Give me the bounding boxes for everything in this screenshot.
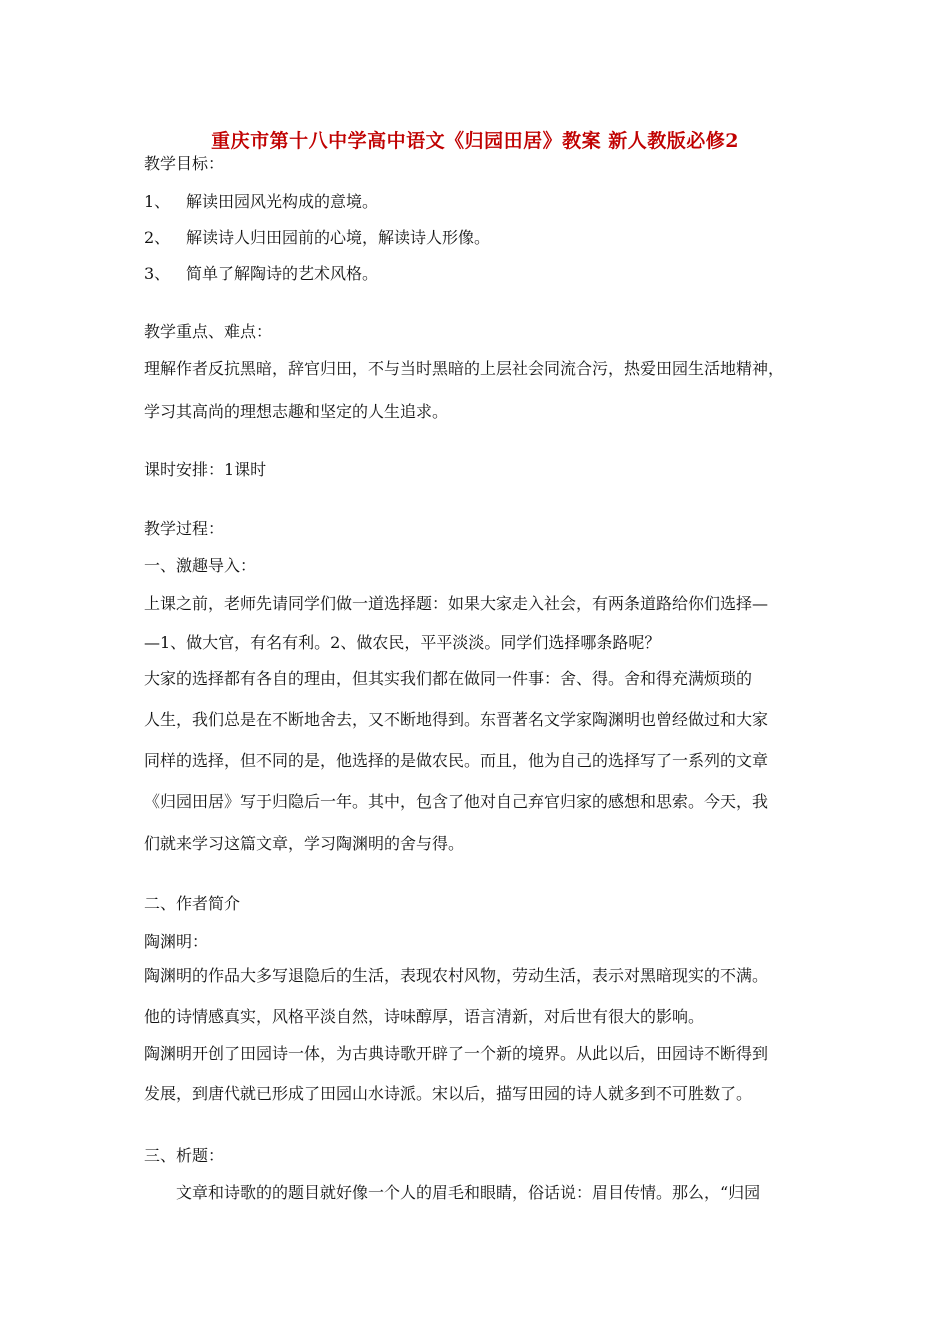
goal-number: 2、 [144,228,171,247]
section3-line: 文章和诗歌的的题目就好像一个人的眉毛和眼睛，俗话说：眉目传情。那么，“归园 [176,1183,761,1202]
section3-heading: 三、析题： [144,1146,225,1165]
section1-line: 人生，我们总是在不断地舍去，又不断地得到。东晋著名文学家陶渊明也曾经做过和大家 [144,710,769,729]
goal-text: 解读田园风光构成的意境。 [186,192,379,211]
section1-line: 同样的选择，但不同的是，他选择的是做农民。而且，他为自己的选择写了一系列的文章 [144,751,769,770]
process-heading: 教学过程： [144,519,225,538]
section1-line: 大家的选择都有各自的理由，但其实我们都在做同一件事：舍、得。舍和得充满烦琐的 [144,669,753,688]
schedule-text: 课时安排：1课时 [144,460,267,479]
section1-line: 《归园田居》写于归隐后一年。其中，包含了他对自己弃官归家的感想和思索。今天，我 [144,792,769,811]
section1-line: —1、做大官，有名有利。2、做农民，平平淡淡。同学们选择哪条路呢？ [144,633,661,652]
section1-heading: 一、激趣导入： [144,556,257,575]
section2-line: 发展，到唐代就已形成了田园山水诗派。宋以后，描写田园的诗人就多到不可胜数了。 [144,1084,753,1103]
key-heading: 教学重点、难点： [144,322,273,341]
goal-number: 1、 [144,192,171,211]
goal-item-1 [144,192,378,212]
author-name: 陶渊明： [144,932,209,951]
section2-heading: 二、作者简介 [144,894,241,913]
section1-line: 上课之前，老师先请同学们做一道选择题：如果大家走入社会，有两条道路给你们选择— [144,594,769,613]
key-line: 学习其高尚的理想志趣和坚定的人生追求。 [144,402,449,421]
goal-item-2 [144,228,490,248]
goal-text: 简单了解陶诗的艺术风格。 [186,264,379,283]
goal-text: 解读诗人归田园前的心境，解读诗人形像。 [186,228,491,247]
goal-number: 3、 [144,264,171,283]
document-title: 重庆市第十八中学高中语文《归园田居》教案 新人教版必修2 [211,130,739,152]
section2-line: 陶渊明的作品大多写退隐后的生活，表现农村风物，劳动生活，表示对黑暗现实的不满。 [144,966,769,985]
goal-item-3 [144,264,378,284]
goals-heading: 教学目标： [144,154,225,173]
section1-line: 们就来学习这篇文章，学习陶渊明的舍与得。 [144,834,465,853]
section2-line: 他的诗情感真实，风格平淡自然，诗味醇厚，语言清新，对后世有很大的影响。 [144,1007,705,1026]
section2-line: 陶渊明开创了田园诗一体，为古典诗歌开辟了一个新的境界。从此以后，田园诗不断得到 [144,1044,769,1063]
key-line: 理解作者反抗黑暗，辞官归田，不与当时黑暗的上层社会同流合污，热爱田园生活地精神， [144,359,785,378]
